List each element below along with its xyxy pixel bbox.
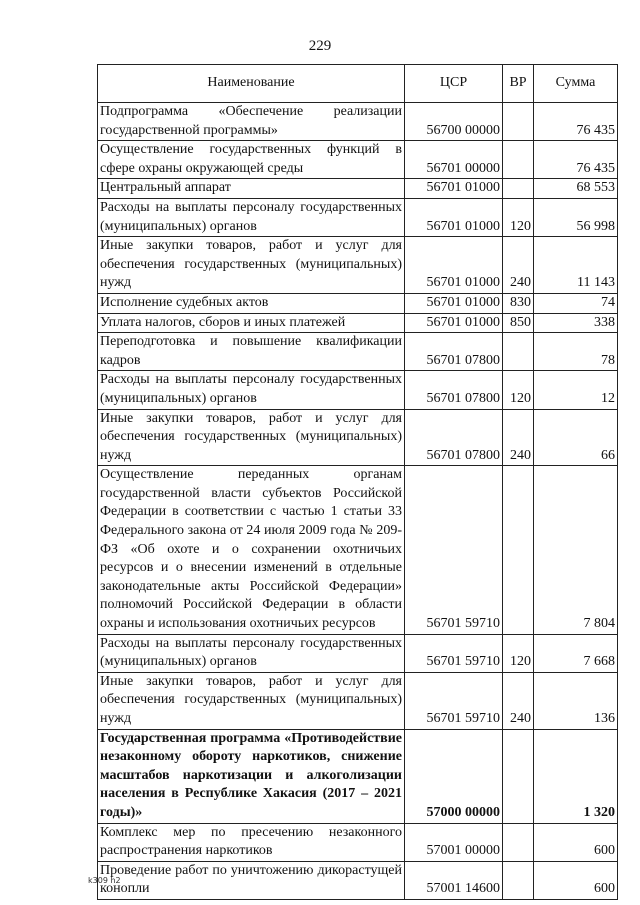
row-sum: 76 435 <box>534 141 618 179</box>
table-row <box>98 466 618 634</box>
row-csr: 56701 01000 <box>405 237 503 294</box>
table-row <box>98 103 618 141</box>
row-sum: 600 <box>534 861 618 899</box>
table-row <box>98 861 618 899</box>
footer-code: k309 h2 <box>88 876 121 885</box>
row-csr: 56701 01000 <box>405 198 503 236</box>
table-row <box>98 672 618 729</box>
row-vr <box>503 729 534 823</box>
row-vr: 240 <box>503 237 534 294</box>
row-vr <box>503 861 534 899</box>
table-body <box>98 103 618 900</box>
row-vr: 120 <box>503 371 534 409</box>
header-sum: Сумма <box>534 65 618 103</box>
row-vr: 850 <box>503 313 534 333</box>
row-name: Комплекс мер по пресечению незаконного распространения наркотиков <box>98 823 405 861</box>
row-csr: 56701 07800 <box>405 371 503 409</box>
row-csr: 56701 07800 <box>405 333 503 371</box>
row-sum: 74 <box>534 293 618 313</box>
row-name: Расходы на выплаты персоналу государственных (муниципальных) органов <box>98 371 405 409</box>
header-name: Наименование <box>98 65 405 103</box>
row-vr <box>503 103 534 141</box>
row-sum: 12 <box>534 371 618 409</box>
row-vr: 240 <box>503 409 534 466</box>
table-row <box>98 409 618 466</box>
row-sum: 78 <box>534 333 618 371</box>
budget-table <box>97 64 618 900</box>
row-csr: 56700 00000 <box>405 103 503 141</box>
row-name: Уплата налогов, сборов и иных платежей <box>98 313 405 333</box>
row-name: Осуществление государственных функций в сфере охраны окружающей среды <box>98 141 405 179</box>
row-name: Иные закупки товаров, работ и услуг для обеспечения государственных (муниципальных) нужд <box>98 672 405 729</box>
row-csr: 56701 01000 <box>405 313 503 333</box>
row-name: Иные закупки товаров, работ и услуг для обеспечения государственных (муниципальных) нужд <box>98 237 405 294</box>
table-row <box>98 333 618 371</box>
row-name: Государственная программа «Противодействие незаконному обороту наркотиков, снижение масштабов наркотизации и алкоголизации населения в Республике Хакасия (2017 – 2021 годы)» <box>98 729 405 823</box>
row-vr <box>503 141 534 179</box>
row-sum: 7 804 <box>534 466 618 634</box>
row-csr: 56701 00000 <box>405 141 503 179</box>
row-name: Центральный аппарат <box>98 179 405 199</box>
table-row <box>98 823 618 861</box>
row-vr: 240 <box>503 672 534 729</box>
row-name: Подпрограмма «Обеспечение реализации государственной программы» <box>98 103 405 141</box>
row-name: Расходы на выплаты персоналу государственных (муниципальных) органов <box>98 634 405 672</box>
row-name: Проведение работ по уничтожению дикорастущей конопли <box>98 861 405 899</box>
row-name: Расходы на выплаты персоналу государственных (муниципальных) органов <box>98 198 405 236</box>
row-vr: 830 <box>503 293 534 313</box>
row-sum: 1 320 <box>534 729 618 823</box>
header-csr: ЦСР <box>405 65 503 103</box>
row-sum: 66 <box>534 409 618 466</box>
header-vr: ВР <box>503 65 534 103</box>
row-sum: 56 998 <box>534 198 618 236</box>
table-row <box>98 313 618 333</box>
row-csr: 56701 59710 <box>405 672 503 729</box>
row-csr: 56701 07800 <box>405 409 503 466</box>
row-name: Исполнение судебных актов <box>98 293 405 313</box>
table-row <box>98 141 618 179</box>
table-row <box>98 371 618 409</box>
row-sum: 11 143 <box>534 237 618 294</box>
row-name: Осуществление переданных органам государственной власти субъектов Российской Федерации в соответствии с частью 1 статьи 33 Федерального закона от 24 июля 2009 года № 209-ФЗ «Об охоте и о сохранении охотничьих ресурсов и о внесении изменений в отдельные законодательные акты Российской Федерации» полномочий Российской Федерации в области охраны и использования охотничьих ресурсов <box>98 466 405 634</box>
table-row <box>98 179 618 199</box>
table-row <box>98 293 618 313</box>
row-vr <box>503 823 534 861</box>
row-csr: 56701 01000 <box>405 293 503 313</box>
table-row <box>98 634 618 672</box>
row-csr: 56701 59710 <box>405 634 503 672</box>
row-vr <box>503 333 534 371</box>
page-number: 229 <box>308 38 332 54</box>
row-csr: 57000 00000 <box>405 729 503 823</box>
row-vr <box>503 179 534 199</box>
row-sum: 136 <box>534 672 618 729</box>
row-name: Переподготовка и повышение квалификации кадров <box>98 333 405 371</box>
row-vr: 120 <box>503 198 534 236</box>
row-sum: 76 435 <box>534 103 618 141</box>
row-csr: 56701 59710 <box>405 466 503 634</box>
table-row <box>98 729 618 823</box>
row-sum: 7 668 <box>534 634 618 672</box>
table-row <box>98 237 618 294</box>
table-row <box>98 198 618 236</box>
row-sum: 338 <box>534 313 618 333</box>
row-sum: 68 553 <box>534 179 618 199</box>
row-sum: 600 <box>534 823 618 861</box>
table-header-row <box>98 65 618 103</box>
row-vr: 120 <box>503 634 534 672</box>
row-vr <box>503 466 534 634</box>
row-csr: 56701 01000 <box>405 179 503 199</box>
row-csr: 57001 00000 <box>405 823 503 861</box>
row-name: Иные закупки товаров, работ и услуг для обеспечения государственных (муниципальных) нужд <box>98 409 405 466</box>
row-csr: 57001 14600 <box>405 861 503 899</box>
